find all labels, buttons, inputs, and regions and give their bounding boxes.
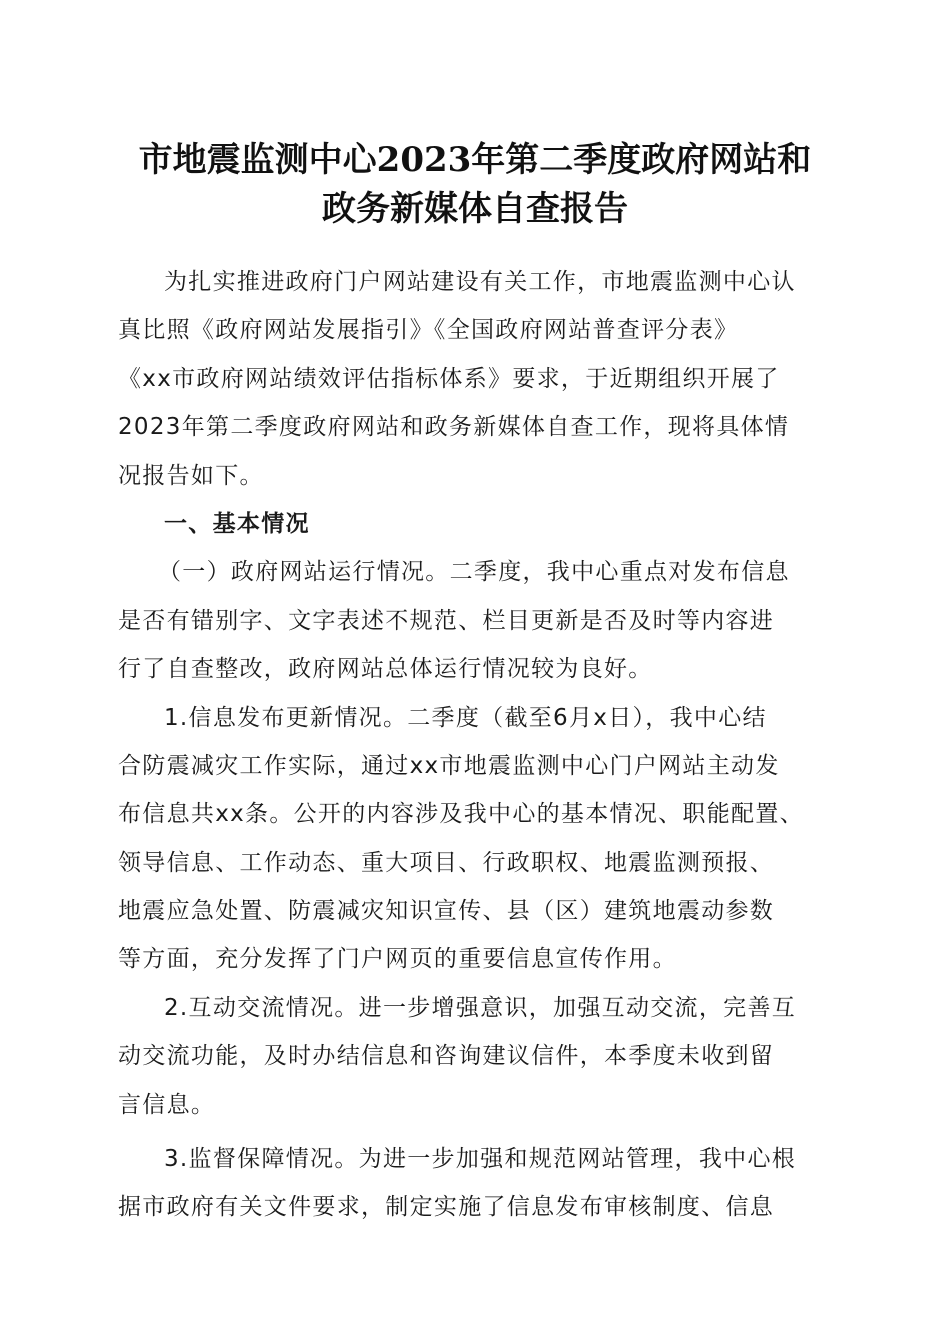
paragraph-line: 据市政府有关文件要求，制定实施了信息发布审核制度、信息 [118, 1194, 775, 1221]
paragraph-line: 合防震减灾工作实际，通过xx市地震监测中心门户网站主动发 [118, 752, 780, 779]
paragraph-line: 等方面，充分发挥了门户网页的重要信息宣传作用。 [118, 946, 677, 973]
paragraph-line: 动交流功能，及时办结信息和咨询建议信件，本季度未收到留 [118, 1043, 775, 1070]
paragraph-line: （一）政府网站运行情况。二季度，我中心重点对发布信息 [158, 559, 790, 586]
paragraph-line: 《xx市政府网站绩效评估指标体系》要求，于近期组织开展了 [118, 365, 780, 392]
section-heading: 一、基本情况 [164, 510, 310, 537]
paragraph-line: 真比照《政府网站发展指引》《全国政府网站普查评分表》 [118, 317, 739, 344]
paragraph-line: 布信息共xx条。公开的内容涉及我中心的基本情况、职能配置、 [118, 801, 804, 828]
document-body [118, 258, 830, 1232]
paragraph-line: 2.互动交流情况。进一步增强意识，加强互动交流，完善互 [164, 994, 797, 1021]
subsection-paragraph [118, 548, 830, 693]
paragraph-line: 言信息。 [118, 1091, 216, 1118]
paragraph-line: 3.监督保障情况。为进一步加强和规范网站管理，我中心根 [164, 1146, 797, 1173]
item-2-paragraph [118, 984, 830, 1129]
paragraph-line: 为扎实推进政府门户网站建设有关工作，市地震监测中心认 [164, 269, 796, 295]
item-1-paragraph [118, 694, 830, 984]
paragraph-line: 况报告如下。 [118, 462, 264, 489]
paragraph-line: 领导信息、工作动态、重大项目、行政职权、地震监测预报、 [118, 849, 775, 876]
document-title-line-1: 市地震监测中心2023年第二季度政府网站和 [138, 140, 812, 180]
item-3-paragraph [118, 1135, 830, 1232]
document-title-line-2: 政务新媒体自查报告 [322, 189, 628, 229]
paragraph-line: 2023年第二季度政府网站和政务新媒体自查工作，现将具体情 [118, 414, 790, 441]
paragraph-line: 是否有错别字、文字表述不规范、栏目更新是否及时等内容进 [118, 607, 775, 634]
paragraph-line: 地震应急处置、防震减灾知识宣传、县（区）建筑地震动参数 [118, 898, 775, 925]
paragraph-line: 行了自查整改，政府网站总体运行情况较为良好。 [118, 656, 653, 683]
paragraph-line: 1.信息发布更新情况。二季度（截至6月x日），我中心结 [164, 704, 767, 731]
intro-paragraph [118, 258, 830, 500]
